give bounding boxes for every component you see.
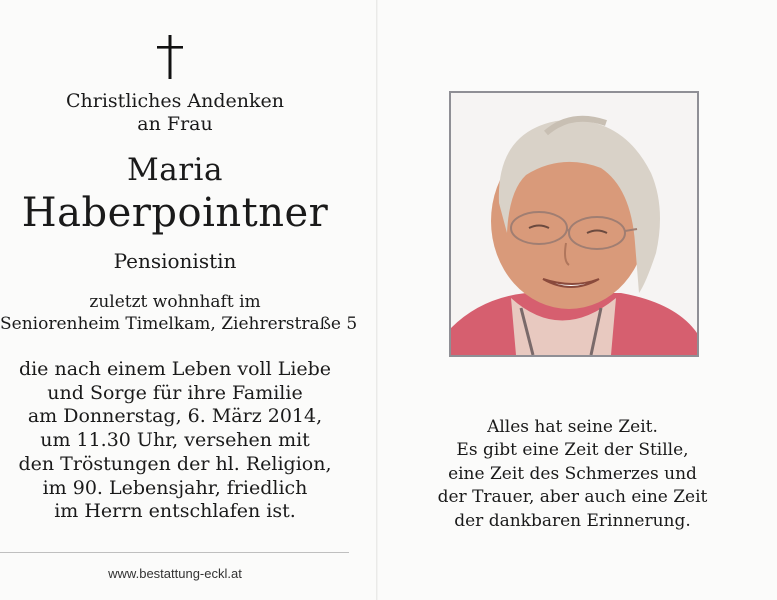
- body-line: um 11.30 Uhr, versehen mit: [40, 429, 310, 451]
- residence-line-1: zuletzt wohnhaft im: [89, 292, 261, 312]
- body-line: die nach einem Leben voll Liebe: [18, 358, 332, 380]
- verse-line: eine Zeit des Schmerzes und: [448, 463, 697, 484]
- body-line: den Tröstungen der hl. Religion,: [18, 453, 332, 475]
- body-line: im Herrn entschlafen ist.: [54, 500, 296, 522]
- divider: [0, 552, 349, 553]
- residence-line-2: Seniorenheim Timelkam, Ziehrerstraße 5: [0, 314, 358, 334]
- occupation: Pensionistin: [113, 249, 237, 273]
- first-name: Maria: [127, 152, 223, 188]
- verse: [420, 416, 725, 533]
- verse-line: der dankbaren Erinnerung.: [454, 510, 691, 531]
- intro-line-1: Christliches Andenken: [66, 90, 284, 112]
- body-line: im 90. Lebensjahr, friedlich: [42, 477, 308, 499]
- portrait-photo: [449, 91, 699, 357]
- body-line: und Sorge für ihre Familie: [47, 382, 303, 404]
- card-fold: [376, 0, 378, 600]
- last-name: Haberpointner: [21, 190, 329, 236]
- left-panel: [0, 0, 358, 600]
- body-line: am Donnerstag, 6. März 2014,: [27, 405, 323, 427]
- intro-line-2: an Frau: [137, 113, 213, 135]
- verse-line: Es gibt eine Zeit der Stille,: [456, 440, 689, 461]
- verse-line: der Trauer, aber auch eine Zeit: [437, 487, 708, 508]
- verse-line: Alles hat seine Zeit.: [487, 417, 658, 437]
- cross-icon: [152, 34, 188, 80]
- website-link[interactable]: www.bestattung-eckl.at: [108, 566, 242, 581]
